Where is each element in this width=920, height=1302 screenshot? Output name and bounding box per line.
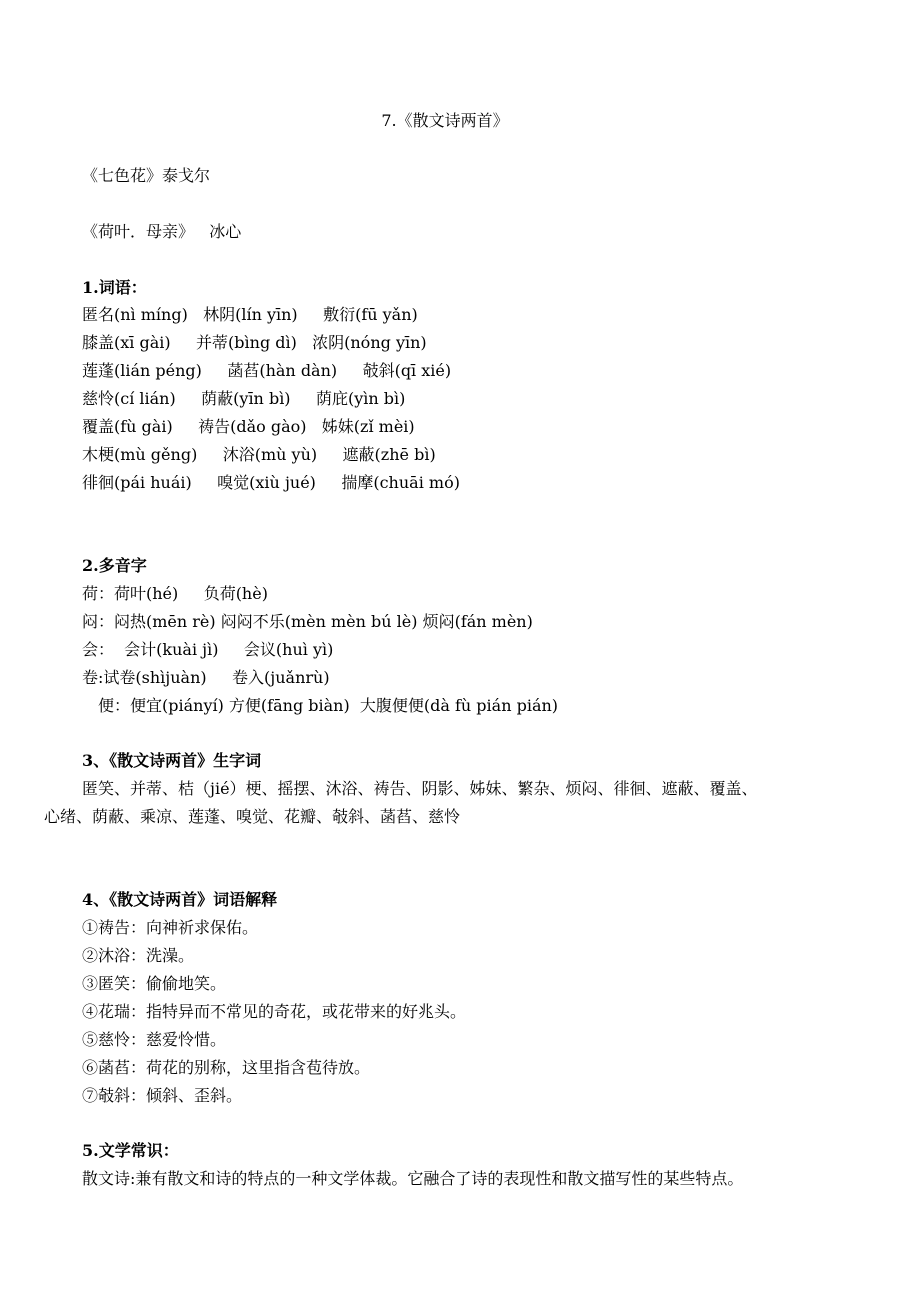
poem-2: 《荷叶．母亲》 冰心 xyxy=(82,222,242,241)
section-1-heading: 1.词语： xyxy=(82,278,147,297)
new-words-line-1: 匿笑、并蒂、桔（jié）梗、摇摆、沐浴、祷告、阴影、姊妹、繁杂、烦闷、徘徊、遮蔽、覆盖、 xyxy=(82,779,758,798)
literature-line: 散文诗:兼有散文和诗的特点的一种文学体裁。它融合了诗的表现性和散文描写性的某些特点。 xyxy=(82,1169,744,1188)
polyphone-line: 荷：荷叶(hé) 负荷(hè) xyxy=(82,584,268,603)
definition-line: ⑤慈怜：慈爱怜惜。 xyxy=(82,1030,227,1049)
vocab-line: 木梗(mù gěng) 沐浴(mù yù) 遮蔽(zhē bì) xyxy=(82,445,436,464)
new-words-line-2: 心绪、荫蔽、乘凉、莲蓬、嗅觉、花瓣、攲斜、菡萏、慈怜 xyxy=(44,807,461,826)
definition-line: ①祷告：向神祈求保佑。 xyxy=(82,918,259,937)
vocab-line: 莲蓬(lián péng) 菡萏(hàn dàn) 攲斜(qī xié) xyxy=(82,361,452,380)
polyphone-line: 闷：闷热(mēn rè) 闷闷不乐(mèn mèn bú lè) 烦闷(fán mèn) xyxy=(82,612,533,631)
vocab-line: 匿名(nì míng) 林阴(lín yīn) 敷衍(fū yǎn) xyxy=(82,305,418,324)
definition-line: ⑦攲斜：倾斜、歪斜。 xyxy=(82,1086,243,1105)
polyphone-line: 便：便宜(piányí) 方便(fāng biàn) 大腹便便(dà fù pián pián) xyxy=(98,696,559,715)
polyphone-line: 卷:试卷(shìjuàn) 卷入(juǎnrù) xyxy=(82,668,330,687)
section-2-heading: 2.多音字 xyxy=(82,556,147,575)
page-title: 7.《散文诗两首》 xyxy=(381,111,509,130)
vocab-line: 慈怜(cí lián) 荫蔽(yīn bì) 荫庇(yìn bì) xyxy=(82,389,406,408)
vocab-line: 覆盖(fù gài) 祷告(dǎo gào) 姊妹(zǐ mèi) xyxy=(82,417,415,436)
definition-line: ③匿笑：偷偷地笑。 xyxy=(82,974,227,993)
vocab-line: 膝盖(xī gài) 并蒂(bìng dì) 浓阴(nóng yīn) xyxy=(82,333,427,352)
definition-line: ④花瑞：指特异而不常见的奇花，或花带来的好兆头。 xyxy=(82,1002,467,1021)
section-4-heading: 4、《散文诗两首》词语解释 xyxy=(82,890,278,909)
definition-line: ②沐浴：洗澡。 xyxy=(82,946,195,965)
section-5-heading: 5.文学常识： xyxy=(82,1141,179,1160)
definition-line: ⑥菡萏：荷花的别称，这里指含苞待放。 xyxy=(82,1058,371,1077)
poem-1: 《七色花》泰戈尔 xyxy=(82,166,211,185)
polyphone-line: 会： 会计(kuài jì) 会议(huì yì) xyxy=(82,640,334,659)
vocab-line: 徘徊(pái huái) 嗅觉(xiù jué) 揣摩(chuāi mó) xyxy=(82,473,460,492)
section-3-heading: 3、《散文诗两首》生字词 xyxy=(82,751,262,770)
